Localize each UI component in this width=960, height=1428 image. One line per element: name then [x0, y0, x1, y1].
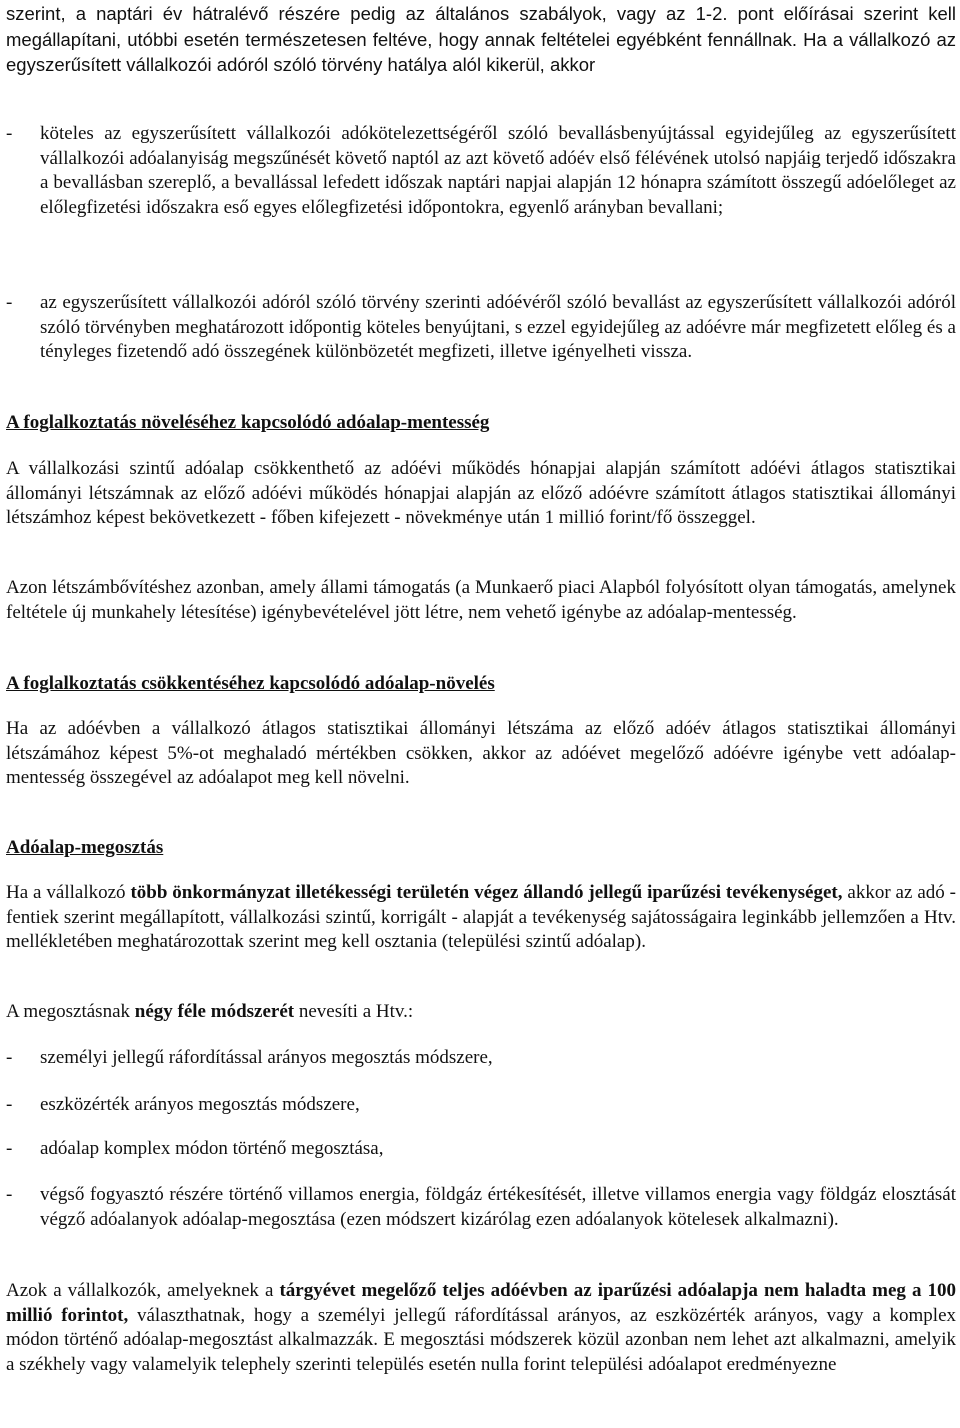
paragraph [6, 717, 956, 791]
section-heading-tax-base-split [6, 836, 956, 861]
paragraph [6, 881, 956, 955]
bullet-text: személyi jellegű ráfordítással arányos megosztás módszere, [40, 1047, 493, 1068]
paragraph-text: Azon létszámbővítéshez azonban, amely állami támogatás (a Munkaerő piaci Alapból folyósított olyan támogatás, amelynek feltétele új munkahely létesítése) igénybevételével jött létre, nem vehető igénybe az adóalap-mentesség. [6, 577, 956, 623]
section-heading: A foglalkoztatás növeléséhez kapcsolódó adóalap-mentesség [6, 412, 490, 433]
paragraph [6, 1279, 956, 1377]
bullet-text: köteles az egyszerűsített vállalkozói adókötelezettségéről szóló bevallásbenyújtással egyidejűleg az egyszerűsített vállalkozói adóalanyiság megszűnését követő naptól az azt követő adóév első félévének utolsó napjáig terjedő időszakra a bevallásban szereplő, a bevallással lefedett időszak naptári napjai alapján 12 hónapra számított összegű adóelőleget az előlegfizetési időszakra eső egyes előlegfizetési időpontokra, egyenlő arányban bevallani; [40, 123, 956, 218]
paragraph-text: A vállalkozási szintű adóalap csökkenthető az adóévi működés hónapjai alapján számított adóévi átlagos statisztikai állományi létszámnak az előző adóévi működés hónapjai alapján az előző adóévre számított átlagos statisztikai állományi létszámhoz képest bekövetkezett - főben kifejezett - növekménye után 1 millió forint/fő összeggel. [6, 458, 956, 528]
text-run: A megosztásnak [6, 1001, 135, 1022]
method-list-item [6, 1046, 956, 1071]
method-list-item [6, 1183, 956, 1232]
section-heading: Adóalap-megosztás [6, 837, 164, 858]
text-run-bold: tárgyévet megelőző teljes adóévben az iparűzési adóalapja nem haladta meg a 100 millió forintot, [6, 1280, 956, 1326]
bullet-text: végső fogyasztó részére történő villamos energia, földgáz értékesítését, illetve villamos energia vagy földgáz elosztását végző adóalanyok adóalap-megosztása (ezen módszert kizárólag ezen adóalanyok kötelesek alkalmazni). [40, 1184, 956, 1230]
paragraph [6, 576, 956, 625]
section-heading-employment-decrease [6, 672, 956, 697]
method-list-item [6, 1137, 956, 1162]
text-run: Ha a vállalkozó [6, 882, 131, 903]
intro-text-sans: szerint, a naptári év hátralévő részére pedig az általános szabályok, vagy az 1-2. pont előírásai szerint kell megállapítani, utóbbi esetén természetesen feltéve, hogy annak feltételei egyébként fennállnak. [6, 3, 956, 50]
bullet-item [6, 291, 956, 365]
paragraph-text [6, 881, 956, 955]
intro-text-rest: Ha a vállalkozó az egyszerűsített vállalkozói adóról szóló törvény hatálya alól kikerül, akkor [6, 28, 956, 75]
bullet-dash: - [6, 123, 13, 144]
intro-paragraph [6, 2, 956, 79]
text-run: Azok a vállalkozók, amelyeknek a [6, 1280, 280, 1301]
bullet-text: eszközérték arányos megosztás módszere, [40, 1094, 360, 1115]
text-run-bold: több önkormányzat illetékességi területén végez állandó jellegű iparűzési tevékenységet, [130, 882, 843, 903]
section-heading-employment-increase [6, 411, 956, 436]
paragraph-text: Ha az adóévben a vállalkozó átlagos statisztikai állományi létszáma az előző adóév átlagos statisztikai állományi létszámához képest 5%-ot meghaladó mértékben csökken, akkor az adóévet megelőző adóévre igénybe vett adóalap-mentesség összegével az adóalapot meg kell növelni. [6, 718, 956, 788]
bullet-dash: - [6, 1138, 13, 1159]
bullet-dash: - [6, 292, 13, 313]
paragraph [6, 1000, 956, 1025]
text-run: akkor az adó - fentiek szerint megállapított, vállalkozási szintű, korrigált - alapját a tevékenység sajátosságaira leginkább jellemzően a Htv. mellékletében meghatározottak szerint meg kell osztania (települési szintű adóalap). [6, 882, 956, 952]
paragraph [6, 457, 956, 531]
section-heading: A foglalkoztatás csökkentéséhez kapcsolódó adóalap-növelés [6, 673, 495, 694]
bullet-dash: - [6, 1184, 13, 1205]
bullet-text: az egyszerűsített vállalkozói adóról szóló törvény szerinti adóévéről szóló bevallást az egyszerűsített vállalkozói adóról szóló törvényben meghatározott időpontig köteles benyújtani, s ezzel egyidejűleg az adóévre már megfizetett előleg és a tényleges fizetendő adó összegének különbözetét megfizeti, illetve igényelheti vissza. [40, 292, 956, 362]
text-run: nevesíti a Htv.: [294, 1001, 414, 1022]
bullet-item [6, 122, 956, 220]
text-run: választhatnak, hogy a személyi jellegű ráfordítással arányos, az eszközérték arányos, vagy a komplex módon történő adóalap-megosztást alkalmazzák. E megosztási módszerek közül azonban nem lehet azt alkalmazni, amelyik a székhely vagy valamelyik telephely szerinti település esetén nulla forint települési adóalapot eredményezne [6, 1304, 957, 1375]
text-run-bold: négy féle módszerét [134, 1001, 295, 1022]
paragraph-text [6, 1000, 956, 1025]
bullet-dash: - [6, 1094, 13, 1115]
method-list-item [6, 1093, 956, 1118]
paragraph-text [6, 1279, 956, 1377]
bullet-dash: - [6, 1047, 13, 1068]
bullet-text: adóalap komplex módon történő megosztása, [40, 1138, 384, 1159]
